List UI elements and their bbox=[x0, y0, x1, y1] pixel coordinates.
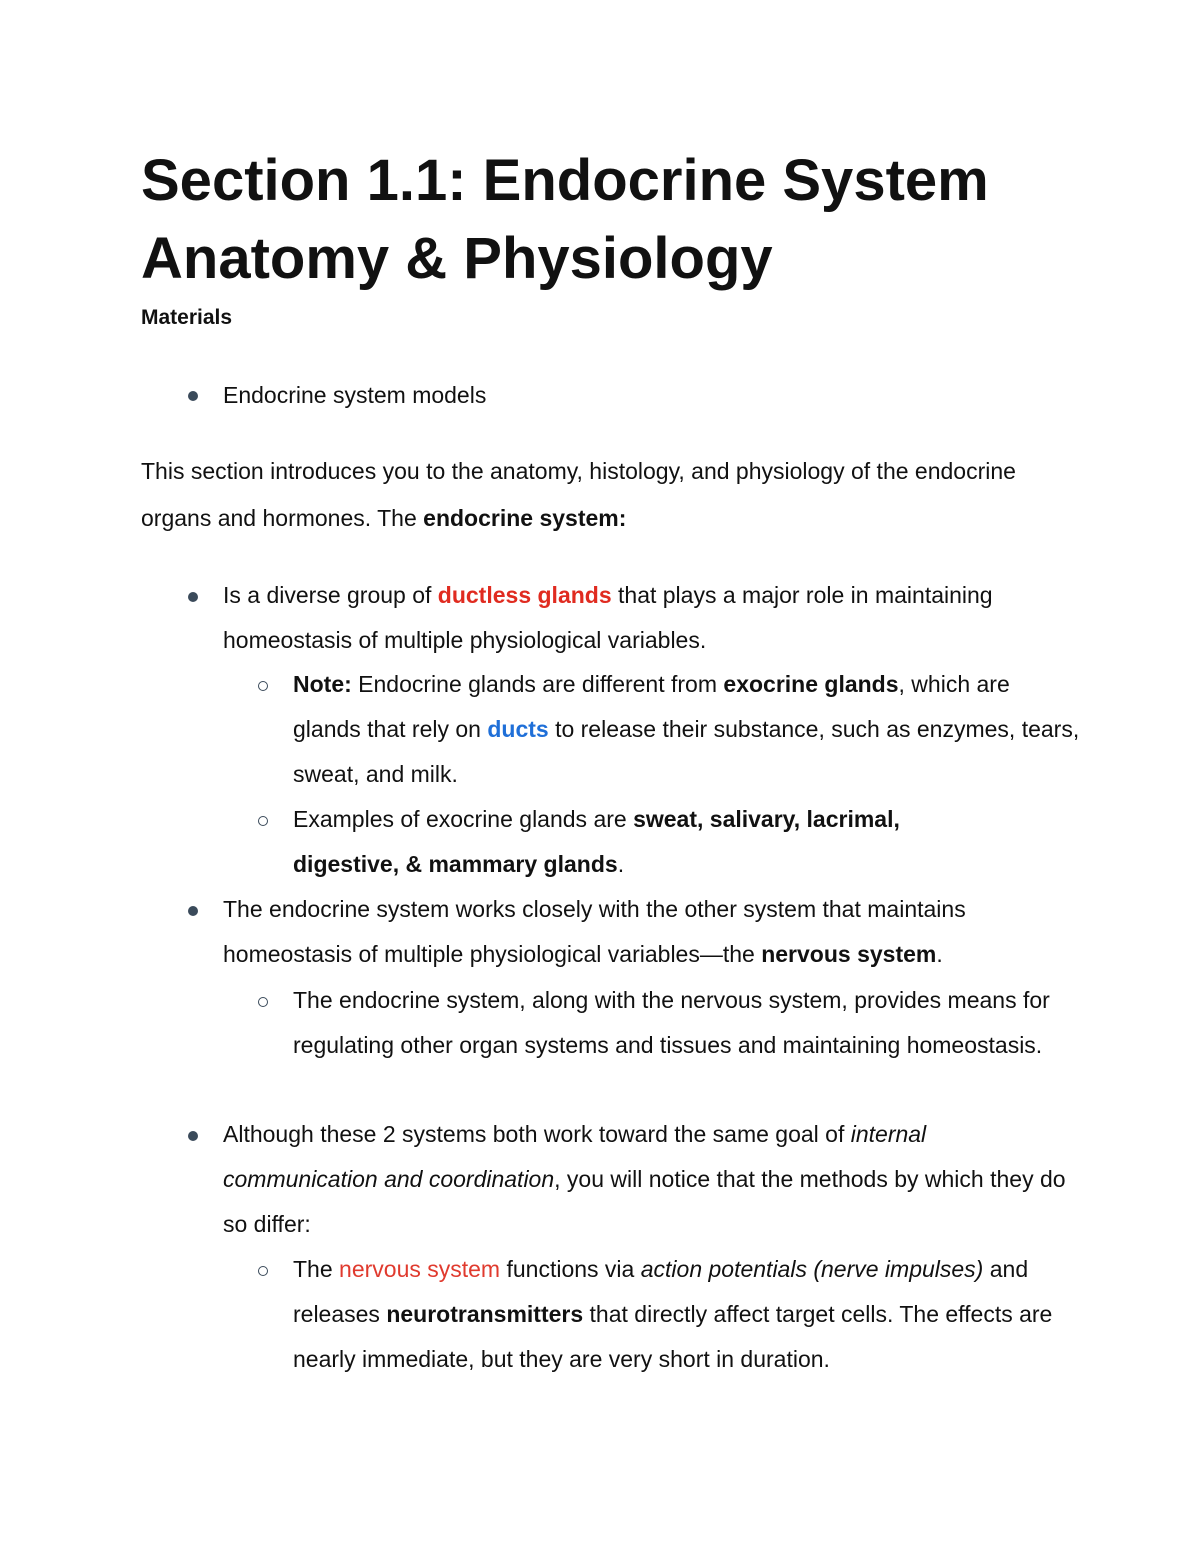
title-line-2: Anatomy & Physiology bbox=[141, 226, 773, 291]
bold-nervous-system: nervous system bbox=[761, 941, 937, 967]
text: , which are glands that rely on bbox=[293, 671, 1010, 742]
bullet-circle-icon bbox=[258, 997, 268, 1007]
intro-paragraph bbox=[141, 448, 1061, 542]
intro-bold-term: endocrine system: bbox=[423, 505, 627, 531]
bullet-dot-icon bbox=[188, 906, 198, 916]
intro-text: This section introduces you to the anatomy, histology, and physiology of the endocrine organs and hormones. The bbox=[141, 458, 1016, 531]
materials-item: Endocrine system models bbox=[223, 382, 487, 408]
list-item-ductless-glands bbox=[223, 573, 1083, 663]
bullet-circle-icon bbox=[258, 816, 268, 826]
text: The endocrine system works closely with the other system that maintains homeostasis of multiple physiological variables—the bbox=[223, 896, 966, 967]
sub-item-nervous-function bbox=[293, 1247, 1083, 1382]
bullet-dot-icon bbox=[188, 592, 198, 602]
page-title bbox=[141, 142, 1141, 298]
list-item-methods-differ bbox=[223, 1112, 1083, 1247]
text: to release their substance, such as enzymes, tears, sweat, and milk. bbox=[293, 716, 1080, 787]
text: and releases bbox=[293, 1256, 1029, 1327]
text: functions via bbox=[500, 1256, 641, 1282]
text: The bbox=[293, 1256, 340, 1282]
red-nervous-system: nervous system bbox=[339, 1256, 501, 1282]
bullet-dot-icon bbox=[188, 391, 198, 401]
bullet-dot-icon bbox=[188, 1131, 198, 1141]
text: Endocrine glands are different from bbox=[351, 671, 724, 697]
highlight-ductless-glands: ductless glands bbox=[437, 582, 612, 608]
italic-internal-communication: internal communication and coordination bbox=[223, 1121, 927, 1192]
text: Is a diverse group of bbox=[223, 582, 438, 608]
italic-action-potentials: action potentials (nerve impulses) bbox=[640, 1256, 984, 1282]
bold-exocrine-glands: exocrine glands bbox=[723, 671, 899, 697]
text: , you will notice that the methods by which they do so differ: bbox=[223, 1166, 1066, 1237]
note-label: Note: bbox=[293, 671, 352, 697]
text: that plays a major role in maintaining homeostasis of multiple physiological variables. bbox=[223, 582, 993, 653]
text: . bbox=[936, 941, 943, 967]
bullet-circle-icon bbox=[258, 1266, 268, 1276]
materials-heading: Materials bbox=[141, 306, 233, 329]
text: . bbox=[617, 851, 625, 877]
text: Although these 2 systems both work toward the same goal of bbox=[223, 1121, 851, 1147]
sub-item-examples bbox=[293, 797, 993, 887]
sub-item-note bbox=[293, 662, 1083, 797]
text: that directly affect target cells. The effects are nearly immediate, but they are very short in duration. bbox=[293, 1301, 1053, 1372]
list-item-nervous-system bbox=[223, 887, 1083, 977]
link-ducts[interactable]: ducts bbox=[487, 716, 549, 742]
bold-neurotransmitters: neurotransmitters bbox=[386, 1301, 584, 1327]
sub-item-regulation: The endocrine system, along with the nervous system, provides means for regulating other organ systems and tissues and maintaining homeostasis. bbox=[293, 987, 1050, 1058]
bold-exocrine-examples: sweat, salivary, lacrimal, digestive, & mammary glands bbox=[293, 806, 900, 877]
text: Examples of exocrine glands are bbox=[293, 806, 634, 832]
title-line-1: Section 1.1: Endocrine System bbox=[141, 148, 989, 213]
bullet-circle-icon bbox=[258, 681, 268, 691]
